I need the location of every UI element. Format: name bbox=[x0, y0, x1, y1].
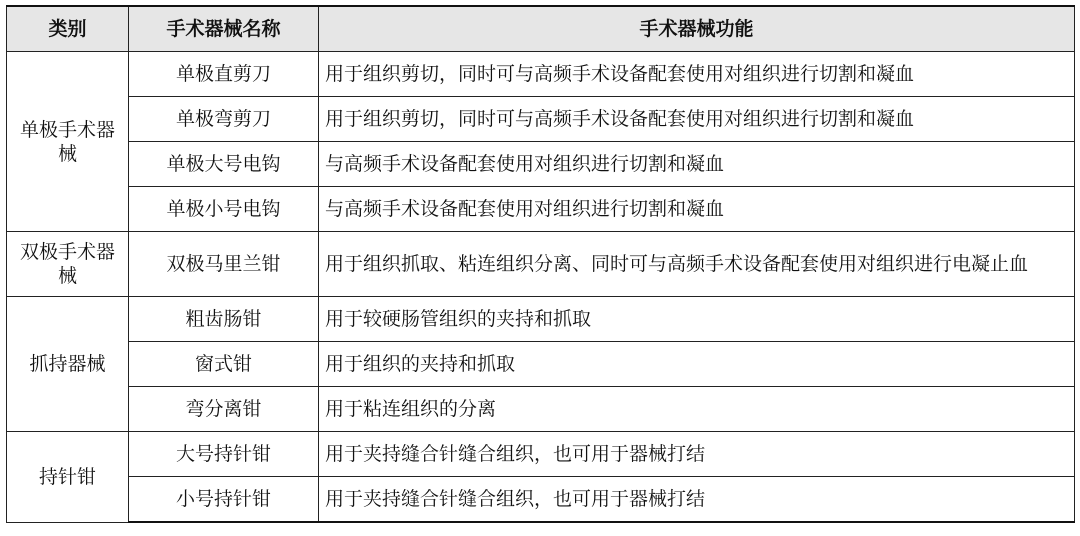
table-row bbox=[7, 297, 1075, 342]
instrument-function-cell: 用于组织剪切，同时可与高频手术设备配套使用对组织进行切割和凝血 bbox=[319, 97, 1075, 142]
instrument-function-cell: 用于夹持缝合针缝合组织，也可用于器械打结 bbox=[319, 477, 1075, 523]
table-row bbox=[7, 387, 1075, 432]
instrument-name-cell: 单极直剪刀 bbox=[129, 52, 319, 97]
category-cell: 抓持器械 bbox=[7, 297, 129, 432]
category-cell bbox=[7, 232, 129, 297]
instrument-name-cell: 粗齿肠钳 bbox=[129, 297, 319, 342]
instrument-function-cell: 用于组织剪切，同时可与高频手术设备配套使用对组织进行切割和凝血 bbox=[319, 52, 1075, 97]
instrument-function-cell: 与高频手术设备配套使用对组织进行切割和凝血 bbox=[319, 142, 1075, 187]
instrument-name-cell: 小号持针钳 bbox=[129, 477, 319, 523]
instrument-function-cell: 用于组织抓取、粘连组织分离、同时可与高频手术设备配套使用对组织进行电凝止血 bbox=[319, 232, 1075, 297]
table-row bbox=[7, 97, 1075, 142]
instrument-table-container bbox=[6, 5, 1075, 523]
instrument-function-cell: 用于较硬肠管组织的夹持和抓取 bbox=[319, 297, 1075, 342]
table-row bbox=[7, 187, 1075, 232]
table-row bbox=[7, 52, 1075, 97]
instrument-function-cell: 用于组织的夹持和抓取 bbox=[319, 342, 1075, 387]
instrument-function-cell: 用于粘连组织的分离 bbox=[319, 387, 1075, 432]
category-label: 双极手术器械 bbox=[19, 241, 115, 287]
instrument-name-cell: 单极弯剪刀 bbox=[129, 97, 319, 142]
instrument-name-cell: 单极小号电钩 bbox=[129, 187, 319, 232]
instrument-table bbox=[6, 5, 1075, 523]
header-instrument-name: 手术器械名称 bbox=[129, 6, 319, 52]
table-row bbox=[7, 232, 1075, 297]
instrument-function-cell: 与高频手术设备配套使用对组织进行切割和凝血 bbox=[319, 187, 1075, 232]
category-cell bbox=[7, 52, 129, 232]
table-row bbox=[7, 342, 1075, 387]
table-header-row bbox=[7, 6, 1075, 52]
header-instrument-function: 手术器械功能 bbox=[319, 6, 1075, 52]
instrument-name-cell: 弯分离钳 bbox=[129, 387, 319, 432]
header-category: 类别 bbox=[7, 6, 129, 52]
instrument-name-cell: 大号持针钳 bbox=[129, 432, 319, 477]
instrument-name-cell: 单极大号电钩 bbox=[129, 142, 319, 187]
category-cell: 持针钳 bbox=[7, 432, 129, 523]
instrument-function-cell: 用于夹持缝合针缝合组织，也可用于器械打结 bbox=[319, 432, 1075, 477]
table-row bbox=[7, 477, 1075, 523]
category-label: 单极手术器械 bbox=[19, 118, 115, 165]
table-row bbox=[7, 142, 1075, 187]
table-row bbox=[7, 432, 1075, 477]
instrument-name-cell: 窗式钳 bbox=[129, 342, 319, 387]
instrument-name-cell: 双极马里兰钳 bbox=[129, 232, 319, 297]
